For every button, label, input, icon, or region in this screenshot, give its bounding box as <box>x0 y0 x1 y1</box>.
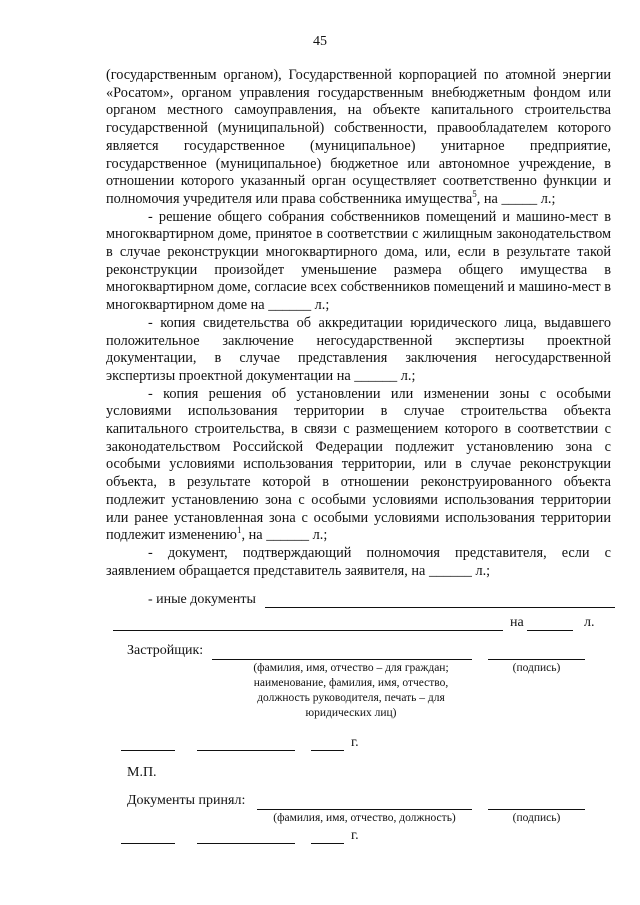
accepted-signature-field[interactable] <box>488 809 585 810</box>
date-2-day-field[interactable] <box>121 843 175 844</box>
date-month-field[interactable] <box>197 750 295 751</box>
developer-label: Застройщик: <box>127 643 204 658</box>
pages-count-field[interactable] <box>527 630 573 631</box>
developer-signature-caption: (подпись) <box>512 662 561 674</box>
accepted-name-field[interactable] <box>257 809 472 810</box>
stamp-label: М.П. <box>127 765 157 780</box>
document-body <box>106 67 611 580</box>
paragraph-owners-meeting: - решение общего собрания собственников помещений и машино-мест в многоквартирном доме, принятое в соответствии с жилищным законодательством в случае реконструкции многоквартирного дома, или, если в результате такой реконструкции произойдет уменьшение размера общего имущества в многоквартирном доме, согласие всех собственников помещений и машино-мест в многоквартирном доме на ______ л.; <box>106 208 611 314</box>
other-documents-label: - иные документы <box>148 592 256 607</box>
paragraph-text: - копия решения об установлении или изменении зоны с особыми условиями использования территории в случае строительства объекта капитального строительства, в связи с размещением которого в соответствии с законодательством Российской Федерации подлежит установлению зона с особыми условиями использования территории, или в случае реконструкции объекта, в результате которой в отношении реконструированного объекта подлежит установлению зона с особыми условиями использования территории или ранее установленная зона с особыми условиями использования территории подлежит изменению <box>106 385 611 544</box>
other-documents-field[interactable] <box>265 607 615 608</box>
paragraph-accreditation: - копия свидетельства об аккредитации юридического лица, выдавшего положительное заключение негосударственной экспертизы проектной документации, в случае представления заключения негосударственной экспертизы проектной документации на ______ л.; <box>106 314 611 384</box>
paragraph-tail: , на ______ л.; <box>241 527 328 544</box>
paragraph-text: (государственным органом), Государственной корпорацией по атомной энергии «Росатом», органом управления государственным внебюджетным фондом или органом местного самоуправления, на объекте капитального строительства государственной (муниципальной) собственности, правообладателем которого является государственное (муниципальное) унитарное предприятие, государственное (муниципальное) бюджетное или автономное учреждение, в отношении которого указанный орган осуществляет соответственно функции и полномочия учредителя или права собственника имущества <box>106 67 611 207</box>
date-year-field[interactable] <box>311 750 344 751</box>
date-2-year-field[interactable] <box>311 843 344 844</box>
paragraph-tail: , на _____ л.; <box>476 190 556 207</box>
year-suffix-2: г. <box>351 828 359 843</box>
page-number: 45 <box>313 34 327 49</box>
date-2-month-field[interactable] <box>197 843 295 844</box>
accepted-signature-caption: (подпись) <box>512 812 561 824</box>
other-documents-field-line-2[interactable] <box>113 630 503 631</box>
accepted-name-caption: (фамилия, имя, отчество, должность) <box>273 812 456 824</box>
footnote-marker: 5 <box>472 189 477 200</box>
accepted-label: Документы принял: <box>127 793 246 808</box>
developer-name-field[interactable] <box>212 659 472 660</box>
pages-label: на <box>510 615 524 630</box>
year-suffix: г. <box>351 735 359 750</box>
pages-suffix: л. <box>584 615 595 630</box>
paragraph-state-body <box>106 67 611 209</box>
developer-name-caption: (фамилия, имя, отчество – для граждан; наименование, фамилия, имя, отчество, должность руководителя, печать – для юридических лиц) <box>253 662 449 719</box>
paragraph-representative: - документ, подтверждающий полномочия представителя, если с заявлением обращается представитель заявителя, на ______ л.; <box>106 544 611 579</box>
date-day-field[interactable] <box>121 750 175 751</box>
paragraph-special-zone <box>106 386 611 545</box>
footnote-marker: 1 <box>236 525 242 536</box>
developer-signature-field[interactable] <box>488 659 585 660</box>
